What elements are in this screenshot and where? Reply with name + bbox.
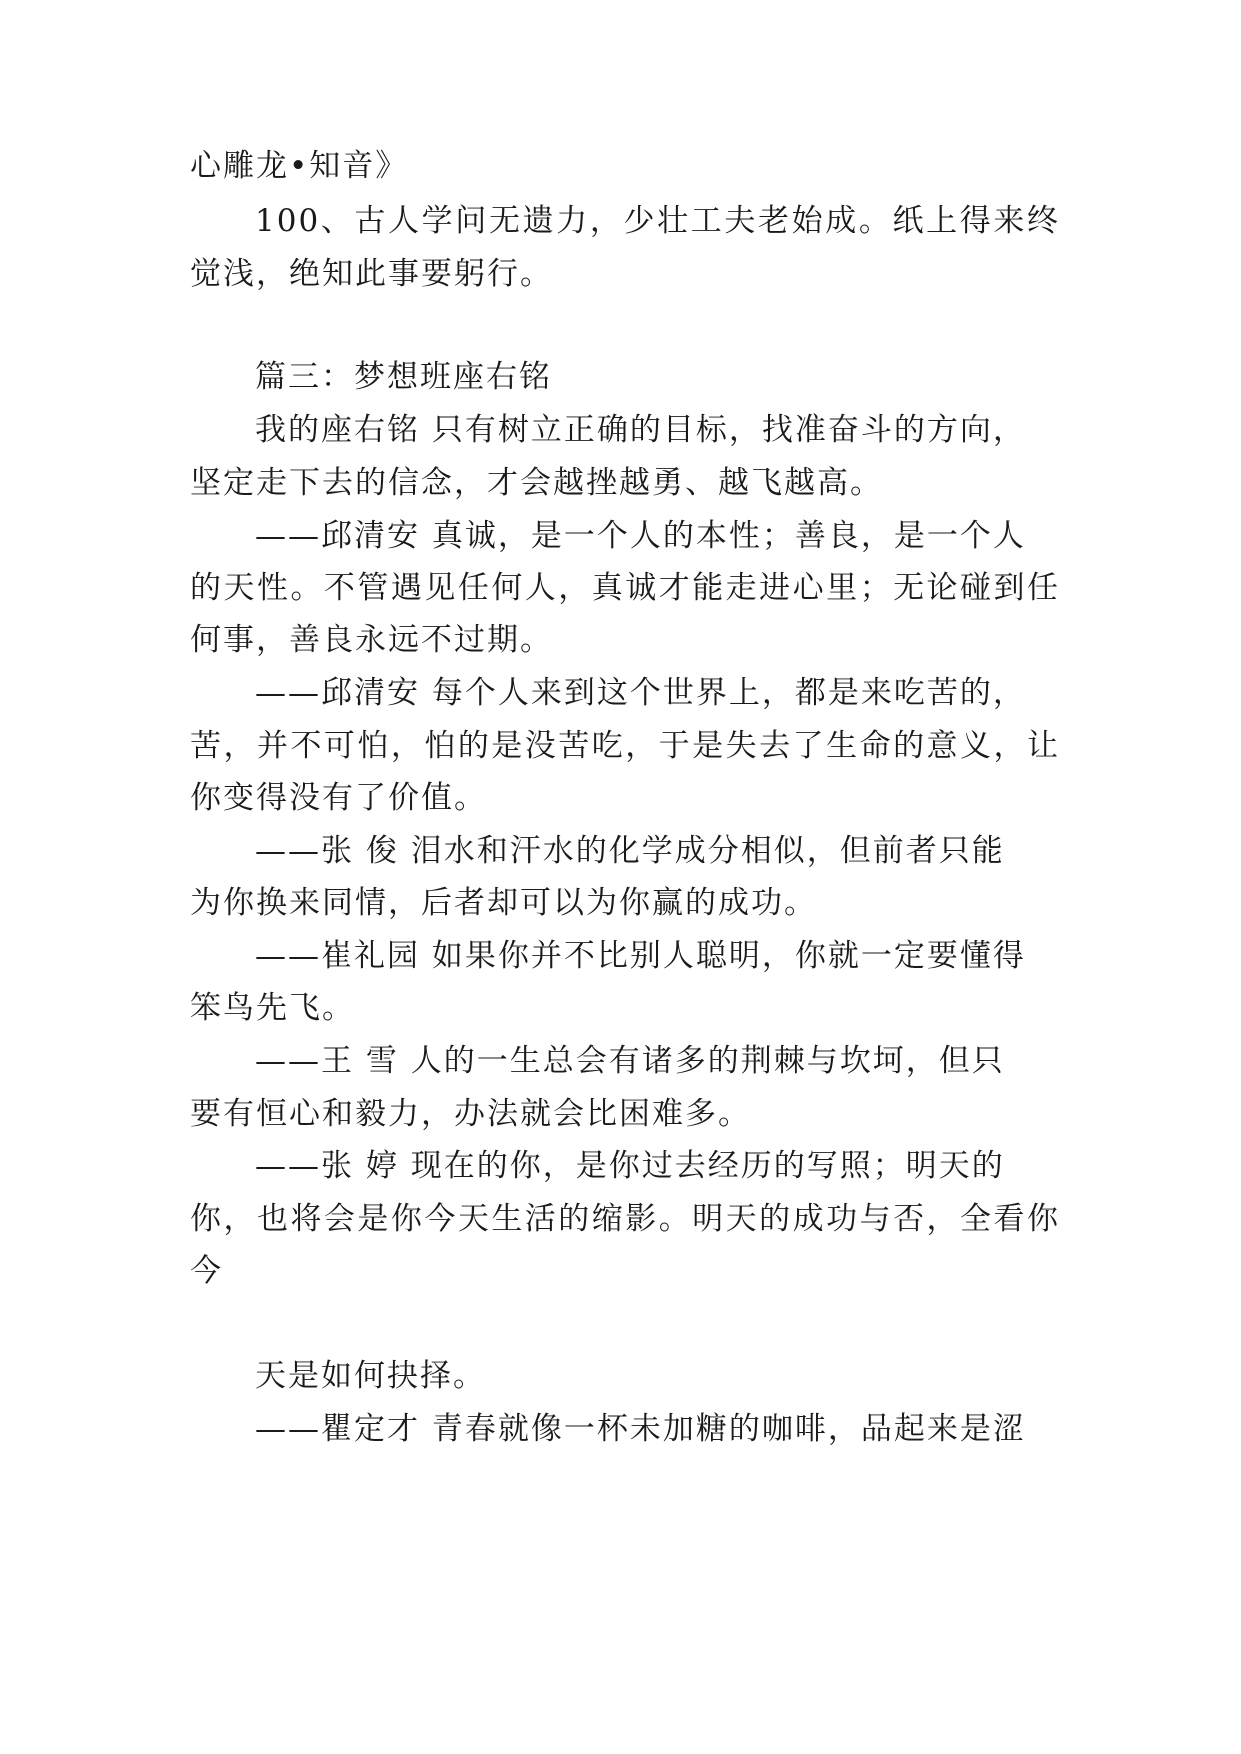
text-line: 笨鸟先飞。	[190, 990, 355, 1026]
text-line: 心雕龙•知音》	[190, 148, 409, 184]
text-line: ——张 婷 现在的你，是你过去经历的写照；明天的	[255, 1148, 1005, 1184]
section-heading: 篇三：梦想班座右铭	[255, 359, 552, 395]
text-line: ——邱清安 每个人来到这个世界上，都是来吃苦的，	[255, 675, 1026, 711]
text-line: 觉浅，绝知此事要躬行。	[190, 256, 553, 292]
text-line: 你变得没有了价值。	[190, 780, 487, 816]
text-line: 要有恒心和毅力，办法就会比困难多。	[190, 1096, 751, 1132]
text-line: 你，也将会是你今天生活的缩影。明天的成功与否，全看你	[190, 1201, 1060, 1237]
text-line: 坚定走下去的信念，才会越挫越勇、越飞越高。	[190, 465, 883, 501]
text-line: ——邱清安 真诚，是一个人的本性；善良，是一个人	[255, 518, 1026, 554]
text-line: 何事，善良永远不过期。	[190, 622, 553, 658]
text-line: 苦，并不可怕，怕的是没苦吃，于是失去了生命的意义，让	[190, 728, 1060, 764]
text-line: ——张 俊 泪水和汗水的化学成分相似，但前者只能	[255, 833, 1005, 869]
text-line: 天是如何抉择。	[255, 1358, 486, 1394]
text-line: 我的座右铭 只有树立正确的目标，找准奋斗的方向，	[255, 412, 1026, 448]
text-line: ——崔礼园 如果你并不比别人聪明，你就一定要懂得	[255, 938, 1026, 974]
text-line: 的天性。不管遇见任何人，真诚才能走进心里；无论碰到任	[190, 570, 1060, 606]
text-line: 今	[190, 1253, 223, 1289]
text-line: ——瞿定才 青春就像一杯未加糖的咖啡，品起来是涩	[255, 1411, 1026, 1447]
text-line: ——王 雪 人的一生总会有诸多的荆棘与坎坷，但只	[255, 1043, 1005, 1079]
text-line: 100、古人学问无遗力，少壮工夫老始成。纸上得来终	[255, 203, 1060, 239]
text-line: 为你换来同情，后者却可以为你赢的成功。	[190, 885, 817, 921]
